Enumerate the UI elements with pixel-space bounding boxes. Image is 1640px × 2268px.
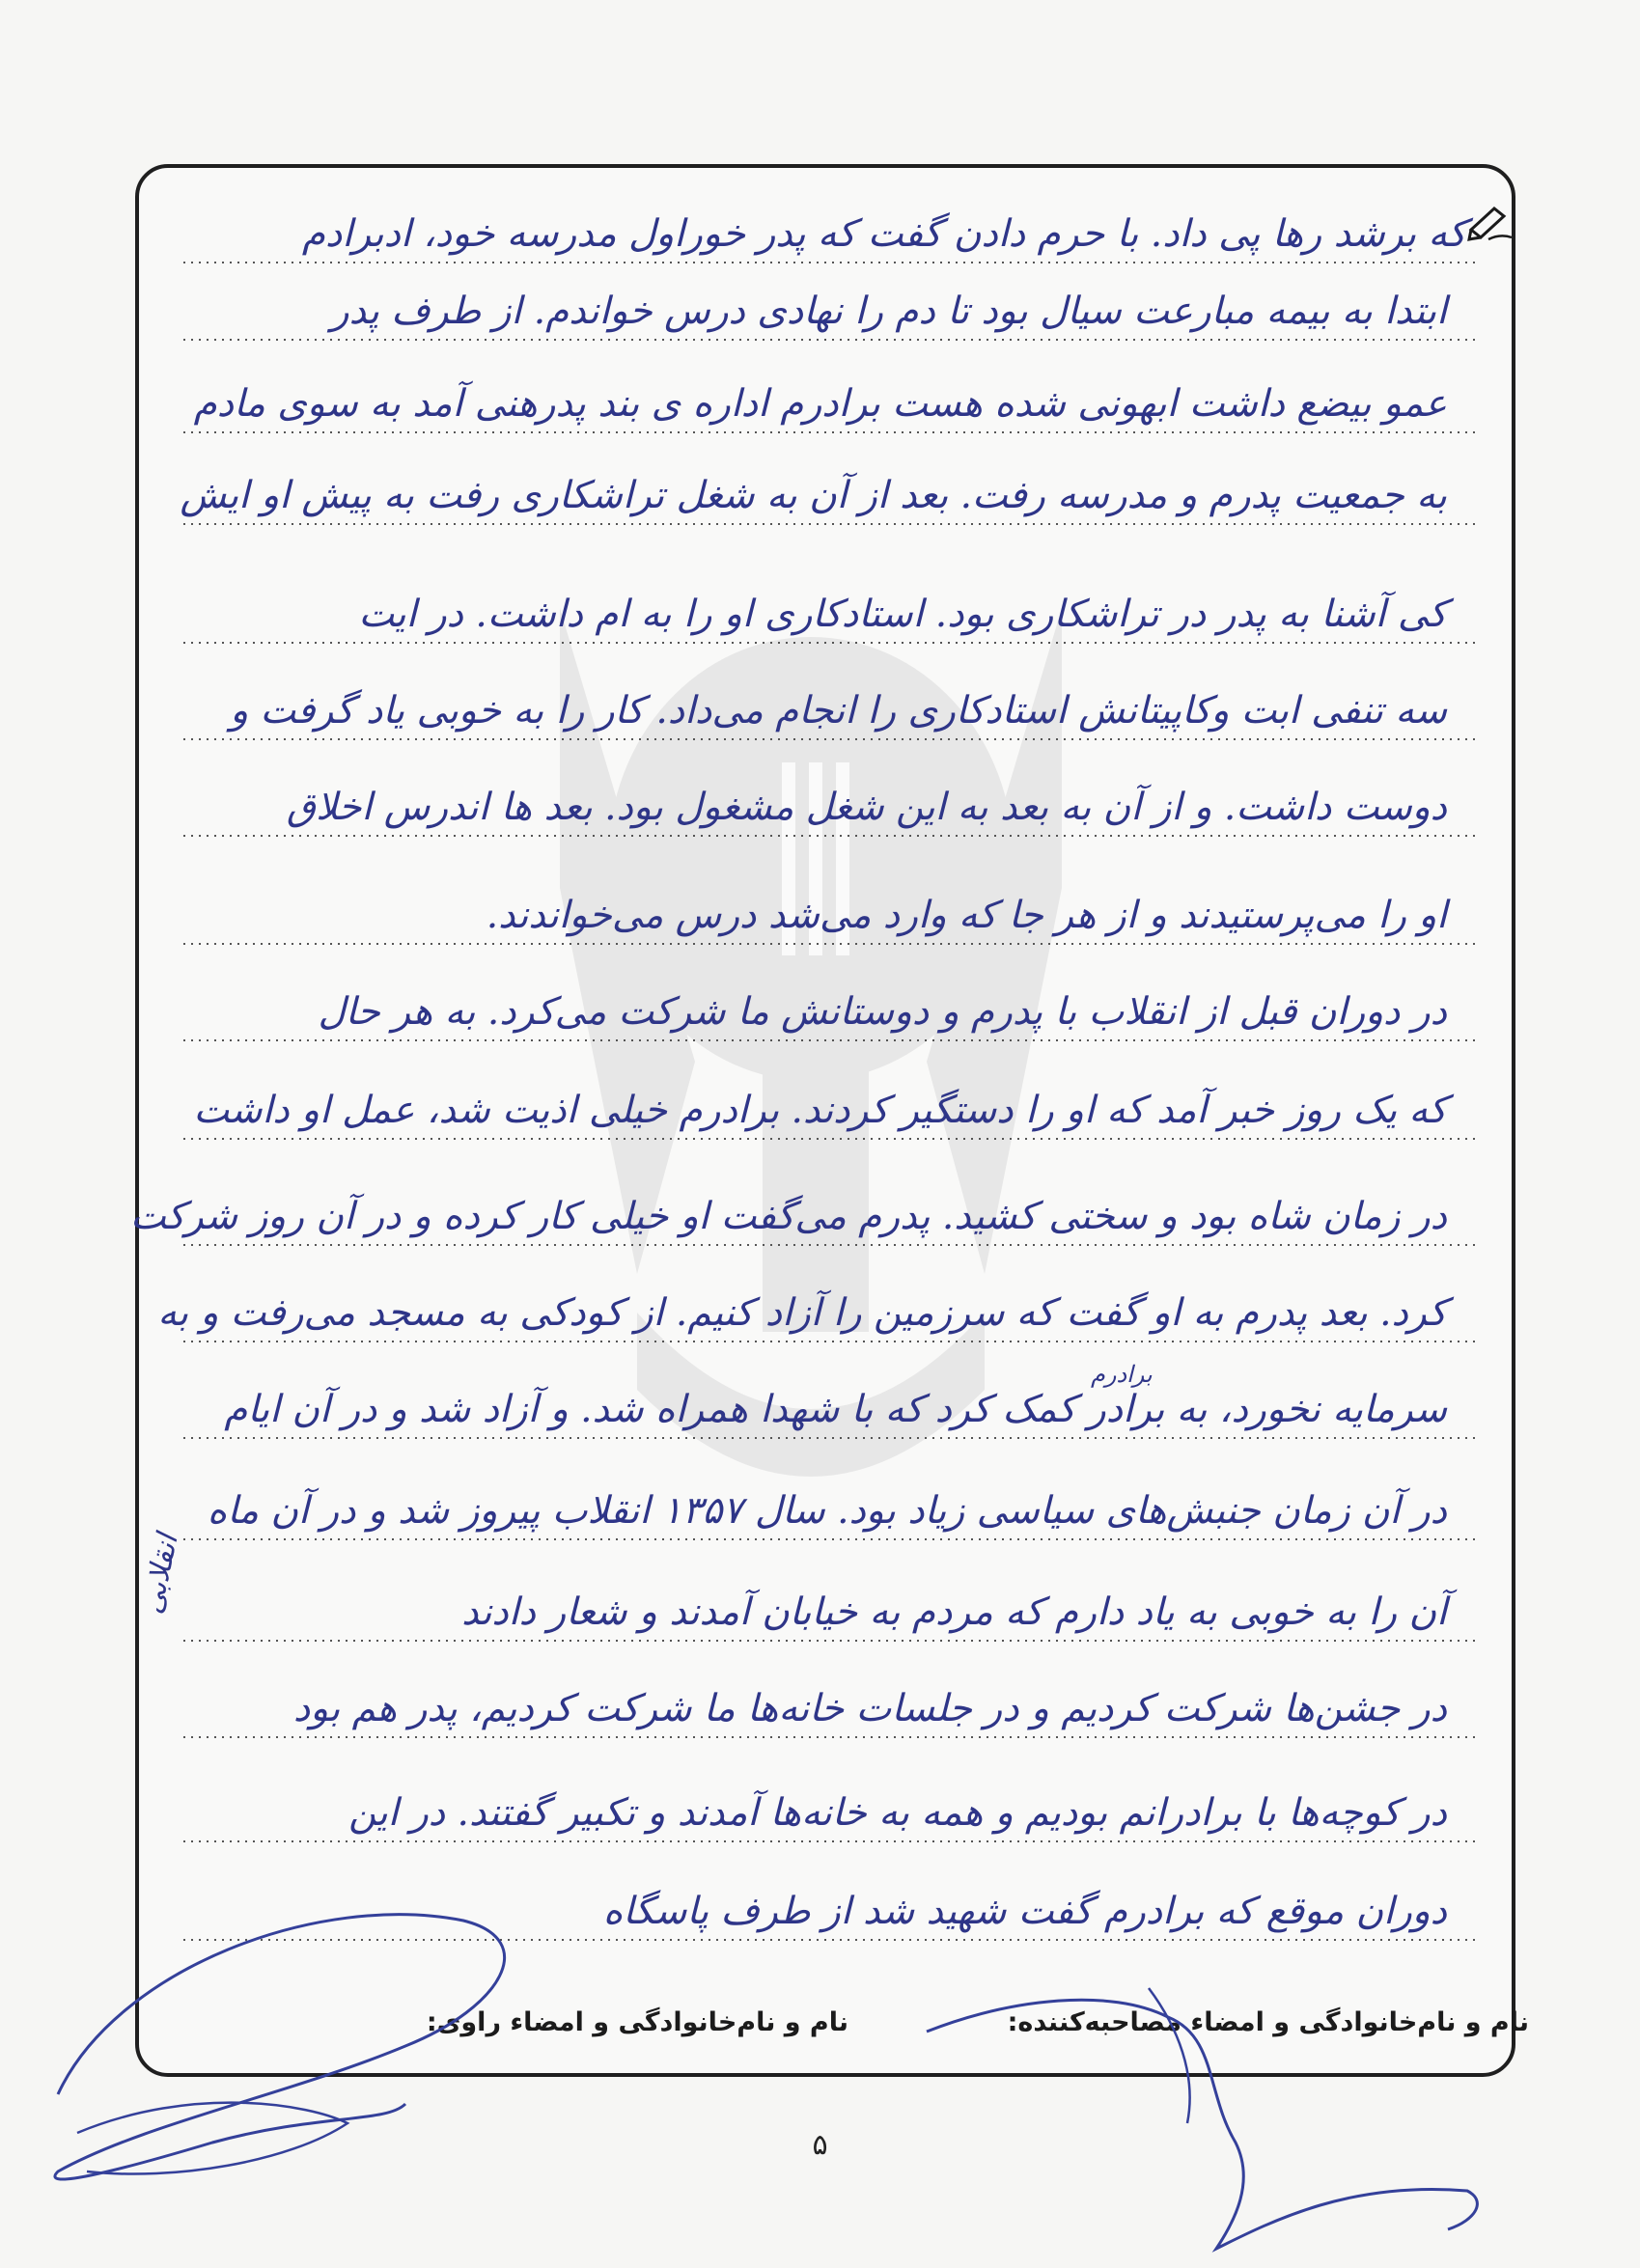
handwritten-line: که برشد رها پی داد. با حرم دادن گفت که پدر خوراول مدرسه خود، ادبرادم — [301, 212, 1466, 256]
handwritten-line: ابتدا به بیمه مبارعت سیال بود تا دم را نهادی درس خواندم. از طرف پدر — [330, 290, 1447, 333]
handwritten-line: سرمایه نخورد، به برادر کمک کرد که با شهدا همراه شد. و آزاد شد و در آن ایام — [224, 1388, 1447, 1431]
handwritten-line: عمو بیضع داشت ابهونی شده هست برادرم اداره ی بند پدرهنی آمد به سوی مادم — [193, 382, 1447, 426]
margin-note: انقلابی — [135, 1531, 185, 1618]
handwritten-line: در زمان شاه بود و سختی کشید. پدرم می‌گفت او خیلی کار کرده و در آن روز شرکت — [129, 1195, 1447, 1238]
handwritten-line: در دوران قبل از انقلاب با پدرم و دوستانش ما شرکت می‌کرد. به هر حال — [318, 990, 1447, 1034]
handwritten-line: به جمعیت پدرم و مدرسه رفت. بعد از آن به شغل تراشکاری رفت به پیش او ایش — [180, 474, 1447, 517]
handwritten-line: سه تنفی ابت وکاپیتانش استادکاری را انجام می‌داد. کار را به خوبی یاد گرفت و — [230, 689, 1447, 733]
handwritten-line: او را می‌پرستیدند و از هر جا که وارد می‌شد درس می‌خواندند. — [486, 894, 1447, 937]
handwritten-line: کرد. بعد پدرم به او گفت که سرزمین را آزاد کنیم. از کودکی به مسجد می‌رفت و به — [157, 1291, 1447, 1335]
narrator-signature-label: نام و نام‌خانوادگی و امضاء راوی: — [426, 2007, 848, 2037]
insert-note: برادرم — [1091, 1361, 1153, 1388]
handwritten-line: آن را به خوبی به یاد دارم که مردم به خیابان آمدند و شعار دادند — [461, 1590, 1447, 1634]
handwritten-line: کی آشنا به پدر در تراشکاری بود. استادکاری او را به ام داشت. در ایت — [358, 593, 1447, 636]
handwritten-line: دوست داشت. و از آن به بعد به این شغل مشغول بود. بعد ها اندرس اخلاق — [286, 786, 1447, 829]
handwritten-line: در جشن‌ها شرکت کردیم و در جلسات خانه‌ها ما شرکت کردیم، پدر هم بود — [292, 1687, 1447, 1730]
handwritten-line: دوران موقع که برادرم گفت شهید شد از طرف پاسگاه — [602, 1890, 1447, 1933]
interviewer-signature-label: نام و نام‌خانوادگی و امضاء مصاحبه‌کننده: — [1007, 2007, 1529, 2037]
page-number: ۵ — [812, 2128, 828, 2162]
handwritten-line: در کوچه‌ها با برادرانم بودیم و همه به خانه‌ها آمدند و تکبیر گفتند. در این — [348, 1791, 1447, 1835]
handwritten-line: که یک روز خبر آمد که او را دستگیر کردند. برادرم خیلی اذیت شد، عمل او داشت — [193, 1089, 1447, 1132]
handwritten-line: در آن زمان جنبش‌های سیاسی زیاد بود. سال ۱۳۵۷ انقلاب پیروز شد و در آن ماه — [207, 1489, 1447, 1533]
pen-icon — [1467, 201, 1514, 241]
